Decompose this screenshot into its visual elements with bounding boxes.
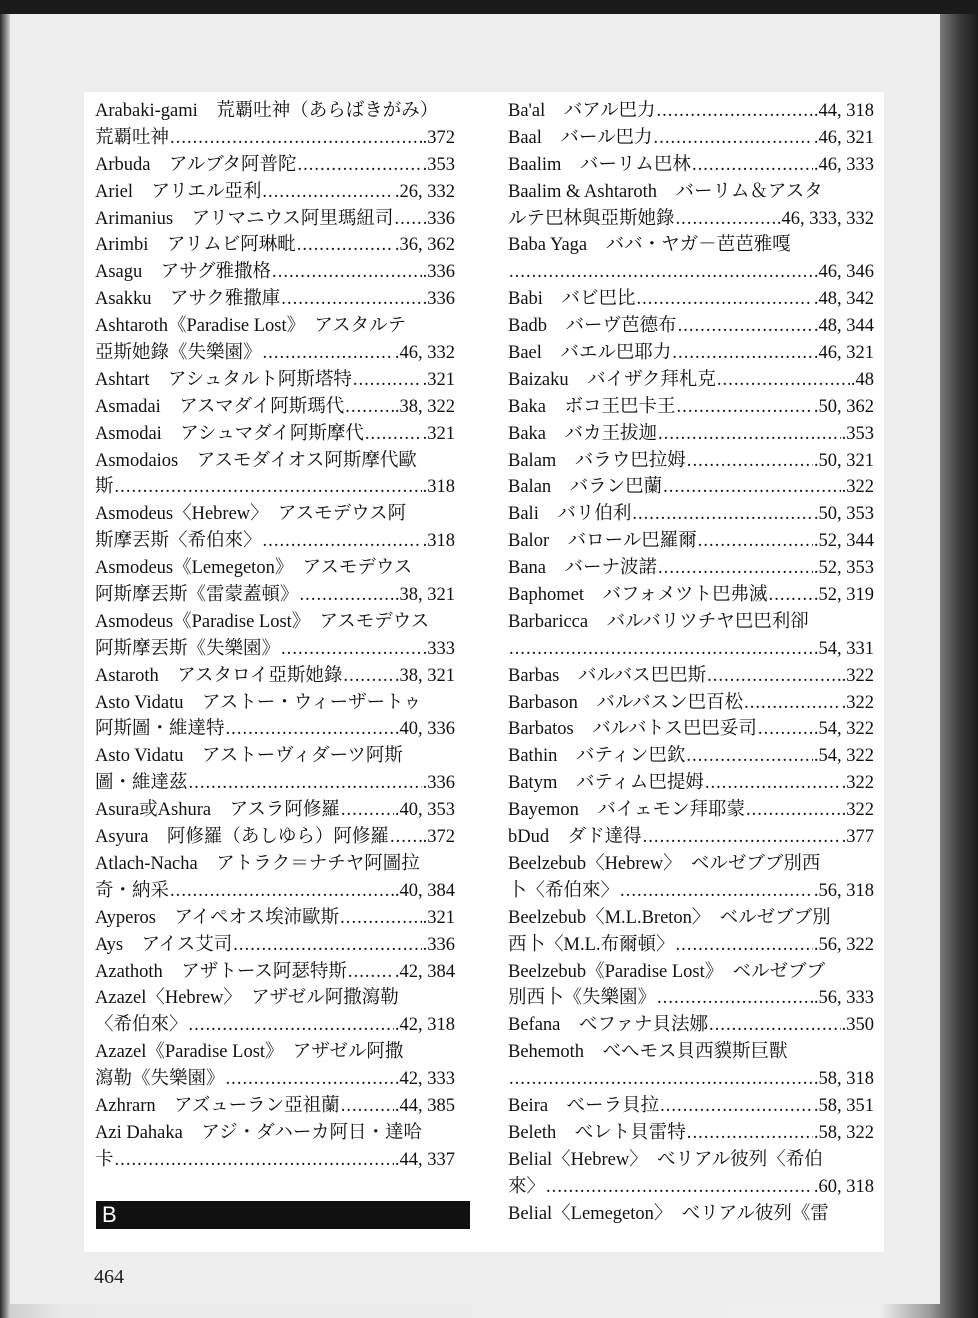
entry-page-ref: .321 [422, 423, 455, 444]
entry-page-ref: .46, 333, 332 [776, 208, 874, 229]
entry-text: Bathin バティン巴欽 [508, 746, 686, 767]
index-entry [508, 528, 874, 555]
dot-leader [658, 555, 813, 582]
index-entry [508, 905, 874, 932]
entry-text: Badb バーヴ芭德布 [508, 316, 677, 337]
entry-text: 〈希伯來〉 [95, 1015, 188, 1036]
index-entry [95, 232, 455, 259]
index-entry [95, 367, 455, 394]
entry-text: Arbuda アルブタ阿普陀 [95, 154, 297, 175]
entry-page-ref: .44, 318 [813, 101, 874, 121]
index-entry [95, 125, 455, 152]
entry-text: ルテ巴林與亞斯她錄 [508, 208, 675, 229]
entry-page-ref: .52, 319 [813, 585, 874, 606]
entry-text: Bali バリ伯利 [508, 504, 632, 525]
dot-leader [707, 663, 841, 690]
index-entry [508, 824, 874, 851]
entry-text: Beira べーラ貝拉 [508, 1095, 660, 1116]
index-text-area [84, 92, 884, 1252]
entry-text: Ariel アリエル亞利 [95, 181, 262, 202]
entry-text: Balor バロール巴羅爾 [508, 531, 697, 552]
entry-text: Azathoth アザトース阿瑟特斯 [95, 961, 347, 982]
entry-page-ref: .336 [422, 773, 455, 794]
entry-text: Asmadai アスマダイ阿斯瑪代 [95, 396, 345, 417]
entry-text: Ba'al バアル巴力 [508, 101, 656, 121]
dot-leader [657, 985, 813, 1012]
entry-page-ref: .52, 353 [813, 558, 874, 579]
index-entry [508, 313, 874, 340]
entry-text: Azazel〈Hebrew〉 アザゼル阿撒瀉勒 [95, 988, 399, 1009]
index-entry [508, 878, 874, 905]
dot-leader [687, 1120, 813, 1147]
dot-leader [509, 259, 813, 286]
dot-leader [300, 582, 394, 609]
entry-page-ref: .322 [841, 665, 874, 686]
entry-text: Asto Vidatu アストーヴィダーツ阿斯 [95, 746, 403, 767]
entry-page-ref: .46, 332 [394, 343, 455, 364]
entry-text: 亞斯她錄《失樂園》 [95, 343, 262, 364]
dot-leader [281, 286, 421, 313]
entry-text: 來〉 [508, 1176, 546, 1197]
entry-text: Behemoth べへモス貝西貘斯巨獸 [508, 1042, 788, 1063]
dot-leader [643, 824, 841, 851]
index-entry [95, 313, 455, 340]
dot-leader [281, 636, 422, 663]
dot-leader [343, 663, 393, 690]
entry-page-ref: .42, 333 [394, 1069, 455, 1090]
entry-page-ref: .318 [422, 531, 455, 552]
entry-page-ref: .336 [422, 289, 455, 310]
index-entry [508, 985, 874, 1012]
entry-text: 西卜〈M.L.布爾頓〉 [508, 934, 675, 955]
index-entry [95, 932, 455, 959]
entry-text: Beelzebub〈M.L.Breton〉 ベルゼブブ別 [508, 907, 831, 928]
entry-text: Barbason バルバスン巴百松 [508, 692, 744, 713]
entry-page-ref: .44, 337 [394, 1149, 455, 1170]
entry-text: Arimanius アリマニウス阿里瑪紐司 [95, 208, 394, 229]
entry-text: Baizaku バイザク拜札克 [508, 369, 716, 390]
index-entry [508, 609, 874, 636]
book-page [10, 14, 940, 1304]
dot-leader [676, 206, 776, 233]
index-entry [508, 98, 874, 125]
section-letter: B [102, 1202, 117, 1227]
index-entry [95, 1039, 455, 1066]
entry-page-ref: .322 [841, 692, 874, 713]
index-entry [95, 474, 455, 501]
entry-text: Asyura 阿修羅（あしゆら）阿修羅 [95, 827, 389, 848]
entry-page-ref: .56, 318 [813, 880, 874, 901]
dot-leader [744, 690, 841, 717]
index-entry [95, 98, 455, 125]
entry-page-ref: .58, 351 [813, 1095, 874, 1116]
index-entry [95, 421, 455, 448]
entry-text: Asmodai アシュマダイ阿斯摩代 [95, 423, 364, 444]
entry-page-ref: .322 [841, 477, 874, 498]
index-entry [95, 1093, 455, 1120]
entry-page-ref: .333 [422, 638, 455, 659]
index-entry [508, 1174, 874, 1201]
index-entry [508, 501, 874, 528]
dot-leader [663, 474, 840, 501]
entry-text: Baalim & Ashtaroth バーリム＆アスタ [508, 181, 823, 202]
dot-leader [340, 905, 421, 932]
dot-leader [509, 1066, 813, 1093]
entry-text: Bana バーナ波諾 [508, 558, 658, 579]
index-entry [95, 797, 455, 824]
index-entry [95, 959, 455, 986]
index-entry [508, 448, 874, 475]
entry-page-ref: .38, 321 [394, 585, 455, 606]
index-entry [508, 1039, 874, 1066]
entry-text: 瀉勒《失樂園》 [95, 1069, 225, 1090]
entry-text: 斯 [95, 477, 114, 498]
entry-text: Baka ボコ王巴卡王 [508, 396, 676, 417]
dot-leader [769, 582, 813, 609]
index-entry [95, 152, 455, 179]
index-entry [95, 770, 455, 797]
dot-leader [263, 528, 422, 555]
entry-page-ref: .372 [422, 127, 455, 148]
index-entry [508, 959, 874, 986]
entry-text: Asto Vidatu アストー・ウィーザートゥ [95, 692, 422, 713]
entry-text: Azazel《Paradise Lost》 アザゼル阿撒 [95, 1042, 404, 1063]
dot-leader [115, 474, 422, 501]
entry-page-ref: .46, 321 [813, 343, 874, 364]
entry-page-ref: .377 [841, 827, 874, 848]
entry-text: Asakku アサク雅撒庫 [95, 289, 281, 310]
entry-page-ref: .336 [422, 262, 455, 283]
entry-page-ref: .58, 322 [813, 1122, 874, 1143]
dot-leader [353, 367, 422, 394]
dot-leader [297, 152, 421, 179]
dot-leader [692, 152, 813, 179]
entry-page-ref: .56, 322 [813, 934, 874, 955]
index-entry [95, 824, 455, 851]
entry-text: Beelzebub《Paradise Lost》 ベルゼブブ [508, 961, 826, 982]
entry-page-ref: .38, 321 [394, 665, 455, 686]
index-entry [95, 743, 455, 770]
entry-text: Asagu アサグ雅撒格 [95, 262, 272, 283]
index-entry [95, 1066, 455, 1093]
entry-page-ref: .40, 384 [394, 880, 455, 901]
entry-text: Ashtaroth《Paradise Lost》 アスタルテ [95, 316, 407, 337]
index-entry [95, 878, 455, 905]
dot-leader [686, 743, 813, 770]
entry-text: Barbaricca バルバリツチヤ巴巴利卻 [508, 611, 809, 632]
entry-page-ref: .321 [422, 907, 455, 928]
entry-page-ref: .42, 384 [394, 961, 455, 982]
entry-page-ref: .40, 353 [394, 800, 455, 821]
dot-leader [170, 125, 422, 152]
index-entry [508, 716, 874, 743]
entry-page-ref: .336 [422, 934, 455, 955]
index-entry [508, 555, 874, 582]
entry-text: Baal バール巴力 [508, 127, 653, 148]
entry-page-ref: .321 [422, 369, 455, 390]
dot-leader [170, 878, 394, 905]
dot-leader [660, 1093, 813, 1120]
dot-leader [676, 932, 813, 959]
index-entry [95, 448, 455, 475]
entry-text: Ayperos アイペオス埃沛歐斯 [95, 907, 340, 928]
entry-page-ref: .56, 333 [813, 988, 874, 1009]
index-entry [508, 851, 874, 878]
index-entry [508, 259, 874, 286]
dot-leader [365, 421, 422, 448]
index-entry [95, 1012, 455, 1039]
entry-text: Arabaki-gami 荒覇吐神（あらばきがみ） [95, 101, 439, 121]
index-column-left [95, 98, 455, 1174]
dot-leader [226, 1066, 394, 1093]
entry-text: Azhrarn アズューラン亞祖蘭 [95, 1095, 340, 1116]
entry-text: Asmodeus《Paradise Lost》 アスモデウス [95, 611, 430, 632]
index-entry [508, 582, 874, 609]
entry-page-ref: .322 [841, 773, 874, 794]
entry-text: 卜〈希伯來〉 [508, 880, 620, 901]
dot-leader [687, 448, 813, 475]
entry-page-ref: .42, 318 [394, 1015, 455, 1036]
entry-page-ref: .48, 342 [813, 289, 874, 310]
index-entry [508, 1147, 874, 1174]
index-entry [508, 1012, 874, 1039]
dot-leader [394, 206, 426, 233]
index-entry [508, 474, 874, 501]
dot-leader [717, 367, 850, 394]
entry-text: 阿斯圖・維達特 [95, 719, 225, 740]
index-entry [508, 932, 874, 959]
entry-text: Beelzebub〈Hebrew〉 ベルゼブブ別西 [508, 853, 821, 874]
index-entry [95, 179, 455, 206]
index-entry [508, 797, 874, 824]
entry-text: Baba Yaga ババ・ヤガ－芭芭雅嘎 [508, 235, 791, 256]
index-entry [95, 1147, 455, 1174]
entry-page-ref: .54, 331 [813, 638, 874, 659]
dot-leader [709, 1012, 841, 1039]
entry-page-ref: .48 [850, 369, 874, 390]
dot-leader [509, 636, 813, 663]
index-entry [508, 179, 874, 206]
dot-leader [677, 394, 813, 421]
index-entry [95, 206, 455, 233]
entry-page-ref: 336 [427, 208, 455, 229]
entry-text: Arimbi アリムビ阿琳毗 [95, 235, 296, 256]
entry-text: Ays アイス艾司 [95, 934, 233, 955]
dot-leader [233, 932, 421, 959]
index-entry [508, 152, 874, 179]
entry-text: Astaroth アスタロイ亞斯她錄 [95, 665, 343, 686]
index-entry [508, 743, 874, 770]
dot-leader [658, 421, 841, 448]
entry-page-ref: .60, 318 [813, 1176, 874, 1197]
entry-text: Befana べファナ貝法娜 [508, 1015, 709, 1036]
entry-text: Balam バラウ巴拉姆 [508, 450, 686, 471]
index-entry [95, 582, 455, 609]
entry-page-ref: .48, 344 [813, 316, 874, 337]
dot-leader [345, 394, 394, 421]
dot-leader [620, 878, 813, 905]
entry-text: 阿斯摩丟斯《雷蒙蓋頓》 [95, 585, 299, 606]
index-entry [95, 985, 455, 1012]
entry-page-ref: .44, 385 [394, 1095, 455, 1116]
entry-page-ref: .36, 362 [394, 235, 455, 256]
index-entry [95, 340, 455, 367]
entry-page-ref: .26, 332 [394, 181, 455, 202]
entry-text: Baphomet バフォメツト巴弗滅 [508, 585, 768, 606]
index-entry [508, 1093, 874, 1120]
entry-page-ref: .50, 353 [813, 504, 874, 525]
entry-text: Barbas バルバス巴巴斯 [508, 665, 707, 686]
dot-leader [632, 501, 813, 528]
dot-leader [189, 1012, 394, 1039]
index-entry [508, 394, 874, 421]
dot-leader [262, 179, 393, 206]
index-entry [95, 1120, 455, 1147]
dot-leader [546, 1174, 813, 1201]
dot-leader [226, 716, 394, 743]
dot-leader [672, 340, 812, 367]
index-entry [95, 501, 455, 528]
entry-text: Beleth べレト貝雷特 [508, 1122, 686, 1143]
entry-page-ref: .38, 322 [394, 396, 455, 417]
entry-text: 卡 [95, 1149, 114, 1170]
index-entry [95, 528, 455, 555]
entry-text: 奇・納采 [95, 880, 170, 901]
entry-page-ref: .46, 333 [813, 154, 874, 175]
index-entry [95, 851, 455, 878]
dot-leader [115, 1147, 394, 1174]
index-entry [508, 770, 874, 797]
entry-text: Bayemon バイェモン拜耶蒙 [508, 800, 745, 821]
entry-text: Baka バカ王拔迦 [508, 423, 658, 444]
entry-page-ref: .372 [422, 827, 455, 848]
entry-text: Bael バエル巴耶力 [508, 343, 672, 364]
index-column-right [508, 98, 874, 1227]
dot-leader [189, 770, 422, 797]
dot-leader [297, 232, 394, 259]
dot-leader [341, 797, 394, 824]
index-entry [508, 636, 874, 663]
dot-leader [654, 125, 813, 152]
dot-leader [263, 340, 394, 367]
entry-page-ref: .318 [422, 477, 455, 498]
section-header-bar [96, 1201, 470, 1229]
entry-text: Belial〈Lemegeton〉 べリアル彼列《雷 [508, 1203, 829, 1224]
index-entry [508, 340, 874, 367]
index-entry [95, 663, 455, 690]
entry-text: Baalim バーリム巴林 [508, 154, 691, 175]
entry-text: Barbatos バルバトス巴巴妥司 [508, 719, 757, 740]
entry-page-ref: .50, 362 [813, 396, 874, 417]
index-entry [508, 1201, 874, 1228]
entry-text: 別西卜《失樂園》 [508, 988, 657, 1009]
entry-page-ref: .54, 322 [813, 746, 874, 767]
dot-leader [678, 313, 813, 340]
dot-leader [272, 259, 422, 286]
entry-text: Azi Dahaka アジ・ダハーカ阿日・達哈 [95, 1122, 423, 1143]
index-entry [508, 1120, 874, 1147]
index-entry [508, 1066, 874, 1093]
index-entry [508, 232, 874, 259]
index-entry [508, 367, 874, 394]
index-entry [508, 286, 874, 313]
entry-text: Balan バラン巴蘭 [508, 477, 663, 498]
entry-text: 阿斯摩丟斯《失樂園》 [95, 638, 281, 659]
dot-leader [657, 98, 813, 125]
dot-leader [390, 824, 422, 851]
scan-top-edge [0, 0, 978, 14]
dot-leader [705, 770, 841, 797]
dot-leader [758, 716, 813, 743]
index-entry [508, 690, 874, 717]
entry-page-ref: .46, 321 [813, 127, 874, 148]
index-entry [508, 206, 874, 233]
entry-text: Ashtart アシュタルト阿斯塔特 [95, 369, 352, 390]
entry-text: 圖・維達茲 [95, 773, 188, 794]
index-entry [95, 609, 455, 636]
entry-page-ref: .322 [841, 800, 874, 821]
entry-text: bDud ダド達得 [508, 827, 642, 848]
index-entry [508, 125, 874, 152]
entry-text: Belial〈Hebrew〉 べリアル彼列〈希伯 [508, 1149, 823, 1170]
index-entry [95, 690, 455, 717]
dot-leader [341, 1093, 394, 1120]
dot-leader [636, 286, 812, 313]
index-entry [95, 716, 455, 743]
entry-page-ref: .54, 322 [813, 719, 874, 740]
entry-text: Asura或Ashura アスラ阿修羅 [95, 800, 340, 821]
entry-page-ref: .46, 346 [813, 262, 874, 283]
entry-text: Babi バビ巴比 [508, 289, 636, 310]
index-entry [508, 663, 874, 690]
index-entry [508, 421, 874, 448]
index-entry [95, 259, 455, 286]
index-entry [95, 286, 455, 313]
index-entry [95, 394, 455, 421]
dot-leader [348, 959, 394, 986]
entry-page-ref: .58, 318 [813, 1069, 874, 1090]
index-entry [95, 636, 455, 663]
entry-text: Asmodeus《Lemegeton》 アスモデウス [95, 558, 413, 579]
entry-page-ref: .40, 336 [394, 719, 455, 740]
entry-text: 斯摩丟斯〈希伯來〉 [95, 531, 262, 552]
entry-text: Asmodeus〈Hebrew〉 アスモデウス阿 [95, 504, 407, 525]
dot-leader [698, 528, 813, 555]
entry-page-ref: .52, 344 [813, 531, 874, 552]
entry-text: 荒覇吐神 [95, 127, 170, 148]
index-entry [95, 555, 455, 582]
entry-page-ref: .350 [841, 1015, 874, 1036]
dot-leader [746, 797, 841, 824]
index-entry [95, 905, 455, 932]
entry-page-ref: .50, 321 [813, 450, 874, 471]
entry-page-ref: .353 [422, 154, 455, 175]
entry-text: Asmodaios アスモダイオス阿斯摩代歐 [95, 450, 417, 471]
entry-page-ref: .353 [841, 423, 874, 444]
entry-text: Batym バティム巴提姆 [508, 773, 704, 794]
page-number: 464 [94, 1266, 124, 1288]
entry-text: Atlach-Nacha アトラク＝ナチヤ阿圖拉 [95, 853, 420, 874]
